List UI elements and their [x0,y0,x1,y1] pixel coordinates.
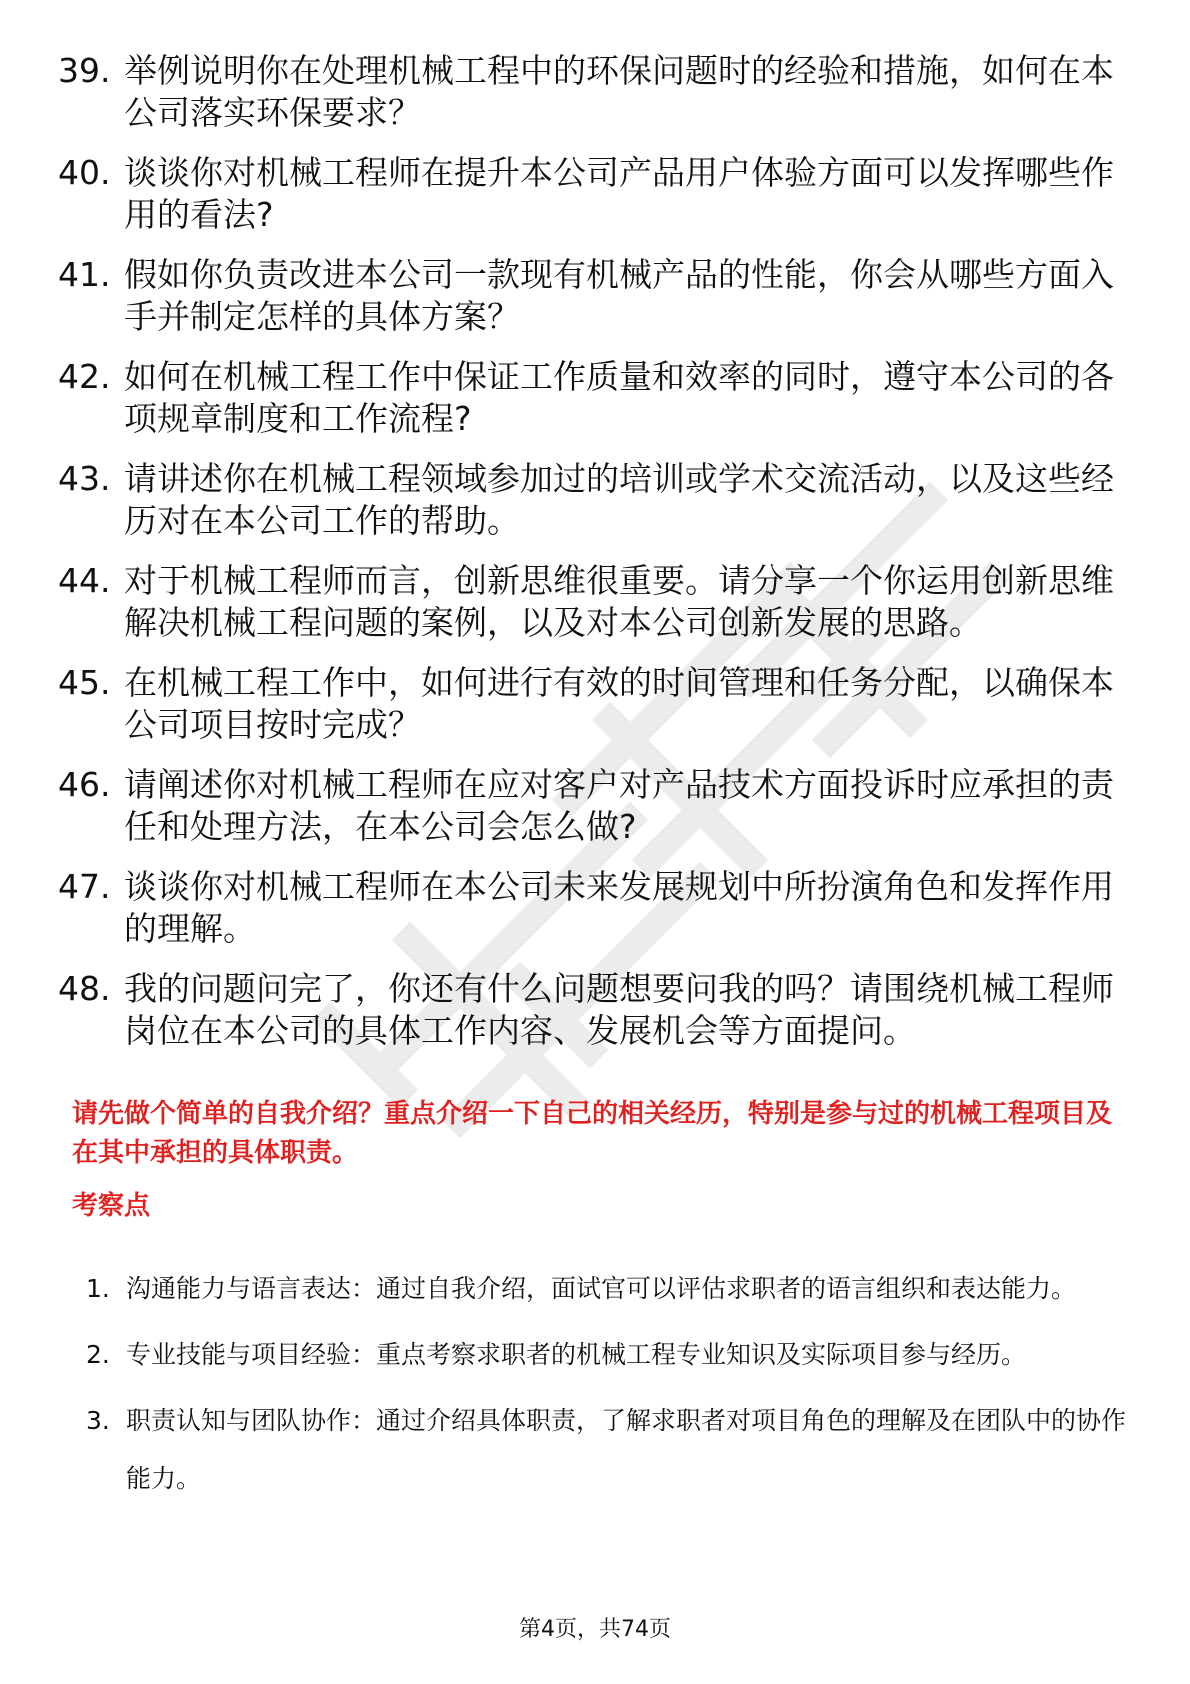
question-text: 对于机械工程师而言，创新思维很重要。请分享一个你运用创新思维解决机械工程问题的案例，以及对本公司创新发展的思路。 [124,561,1114,642]
question-item [58,764,1128,848]
question-number: 42. [58,357,111,396]
question-number: 43. [58,459,111,498]
question-text: 在机械工程工作中，如何进行有效的时间管理和任务分配，以确保本公司项目按时完成？ [124,663,1114,744]
question-text: 假如你负责改进本公司一款现有机械产品的性能，你会从哪些方面入手并制定怎样的具体方案？ [124,255,1114,336]
question-item [58,458,1128,542]
page-footer: 第4页，共74页 [519,1617,671,1642]
assessment-points-list [86,1260,1131,1516]
point-number: 3. [86,1406,110,1435]
highlight-question: 请先做个简单的自我介绍？重点介绍一下自己的相关经历，特别是参与过的机械工程项目及在其中承担的具体职责。 [72,1099,1113,1168]
question-item [58,662,1128,746]
point-number: 2. [86,1340,110,1369]
question-item [58,254,1128,338]
question-item [58,50,1128,134]
question-number: 39. [58,51,111,90]
question-text: 我的问题问完了，你还有什么问题想要问我的吗？请围绕机械工程师岗位在本公司的具体工作内容、发展机会等方面提问。 [124,969,1114,1050]
question-item [58,356,1128,440]
question-text: 谈谈你对机械工程师在本公司未来发展规划中所扮演角色和发挥作用的理解。 [124,867,1114,948]
question-number: 40. [58,153,111,192]
question-text: 请讲述你在机械工程领域参加过的培训或学术交流活动，以及这些经历对在本公司工作的帮助。 [124,459,1114,540]
assessment-point [86,1326,1131,1384]
question-text: 举例说明你在处理机械工程中的环保问题时的经验和措施，如何在本公司落实环保要求？ [124,51,1114,132]
question-item [58,152,1128,236]
point-text: 沟通能力与语言表达：通过自我介绍，面试官可以评估求职者的语言组织和表达能力。 [126,1274,1077,1303]
section-title: 考察点 [72,1191,151,1221]
question-number: 48. [58,969,111,1008]
assessment-point [86,1260,1131,1318]
question-item [58,866,1128,950]
question-number: 47. [58,867,111,906]
point-text: 职责认知与团队协作：通过介绍具体职责，了解求职者对项目角色的理解及在团队中的协作能力。 [126,1406,1127,1493]
question-text: 如何在机械工程工作中保证工作质量和效率的同时，遵守本公司的各项规章制度和工作流程? [124,357,1114,438]
question-text: 请阐述你对机械工程师在应对客户对产品技术方面投诉时应承担的责任和处理方法，在本公司会怎么做? [124,765,1114,846]
question-text: 谈谈你对机械工程师在提升本公司产品用户体验方面可以发挥哪些作用的看法? [124,153,1114,234]
point-number: 1. [86,1274,110,1303]
point-text: 专业技能与项目经验：重点考察求职者的机械工程专业知识及实际项目参与经历。 [126,1340,1027,1369]
question-number: 45. [58,663,111,702]
question-number: 41. [58,255,111,294]
question-number: 44. [58,561,111,600]
question-item [58,968,1128,1052]
question-number: 46. [58,765,111,804]
question-item [58,560,1128,644]
assessment-point [86,1392,1131,1508]
question-list [58,50,1128,1070]
